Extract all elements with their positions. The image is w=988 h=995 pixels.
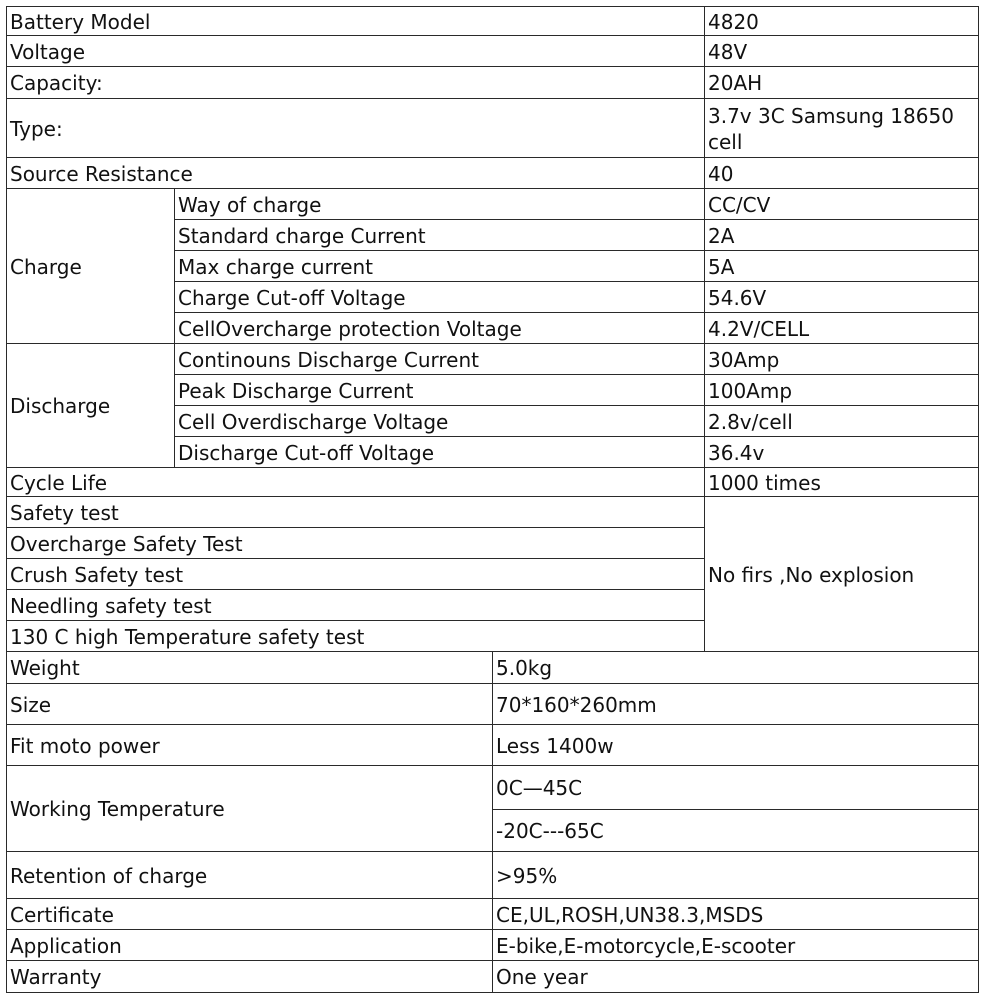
charge-row-label: Standard charge Current [174, 219, 706, 252]
discharge-row-value: 36.4v [704, 436, 979, 469]
working-temperature-label: Working Temperature [6, 765, 494, 853]
retention-value: >95% [492, 851, 979, 900]
capacity-value: 20AH [704, 66, 979, 100]
certificate-value: CE,UL,ROSH,UN38.3,MSDS [492, 898, 979, 931]
charge-row-value: 54.6V [704, 281, 979, 314]
safety-test-label: Overcharge Safety Test [6, 527, 706, 560]
safety-test-label: Needling safety test [6, 589, 706, 622]
working-temperature-value: 0C—45C [492, 765, 979, 811]
certificate-label: Certificate [6, 898, 494, 931]
safety-test-label: 130 C high Temperature safety test [6, 620, 706, 653]
warranty-value: One year [492, 960, 979, 993]
discharge-row-value: 100Amp [704, 374, 979, 407]
discharge-row-label: Cell Overdischarge Voltage [174, 405, 706, 438]
charge-row-label: Max charge current [174, 250, 706, 283]
working-temperature-value: -20C---65C [492, 809, 979, 853]
battery-model-label: Battery Model [6, 6, 706, 37]
cycle-life-value: 1000 times [704, 467, 979, 498]
battery-model-value: 4820 [704, 6, 979, 37]
fit-moto-power-label: Fit moto power [6, 724, 494, 767]
charge-group-label: Charge [6, 188, 176, 345]
size-value: 70*160*260mm [492, 683, 979, 726]
application-value: E-bike,E-motorcycle,E-scooter [492, 929, 979, 962]
discharge-row-value: 2.8v/cell [704, 405, 979, 438]
retention-label: Retention of charge [6, 851, 494, 900]
charge-row-label: CellOvercharge protection Voltage [174, 312, 706, 345]
source-resistance-label: Source Resistance [6, 157, 706, 190]
charge-row-value: CC/CV [704, 188, 979, 221]
application-label: Application [6, 929, 494, 962]
discharge-row-value: 30Amp [704, 343, 979, 376]
discharge-row-label: Discharge Cut-off Voltage [174, 436, 706, 469]
discharge-group-label: Discharge [6, 343, 176, 469]
charge-row-value: 4.2V/CELL [704, 312, 979, 345]
safety-test-label: Safety test [6, 496, 706, 529]
warranty-label: Warranty [6, 960, 494, 993]
weight-label: Weight [6, 651, 494, 685]
capacity-label: Capacity: [6, 66, 706, 100]
discharge-row-label: Peak Discharge Current [174, 374, 706, 407]
voltage-label: Voltage [6, 35, 706, 68]
cycle-life-label: Cycle Life [6, 467, 706, 498]
charge-row-label: Way of charge [174, 188, 706, 221]
type-value: 3.7v 3C Samsung 18650 cell [704, 98, 979, 159]
charge-row-value: 2A [704, 219, 979, 252]
charge-row-label: Charge Cut-off Voltage [174, 281, 706, 314]
type-label: Type: [6, 98, 706, 159]
source-resistance-value: 40 [704, 157, 979, 190]
discharge-row-label: Continouns Discharge Current [174, 343, 706, 376]
voltage-value: 48V [704, 35, 979, 68]
size-label: Size [6, 683, 494, 726]
weight-value: 5.0kg [492, 651, 979, 685]
fit-moto-power-value: Less 1400w [492, 724, 979, 767]
safety-result-value: No firs ,No explosion [704, 496, 979, 653]
charge-row-value: 5A [704, 250, 979, 283]
safety-test-label: Crush Safety test [6, 558, 706, 591]
